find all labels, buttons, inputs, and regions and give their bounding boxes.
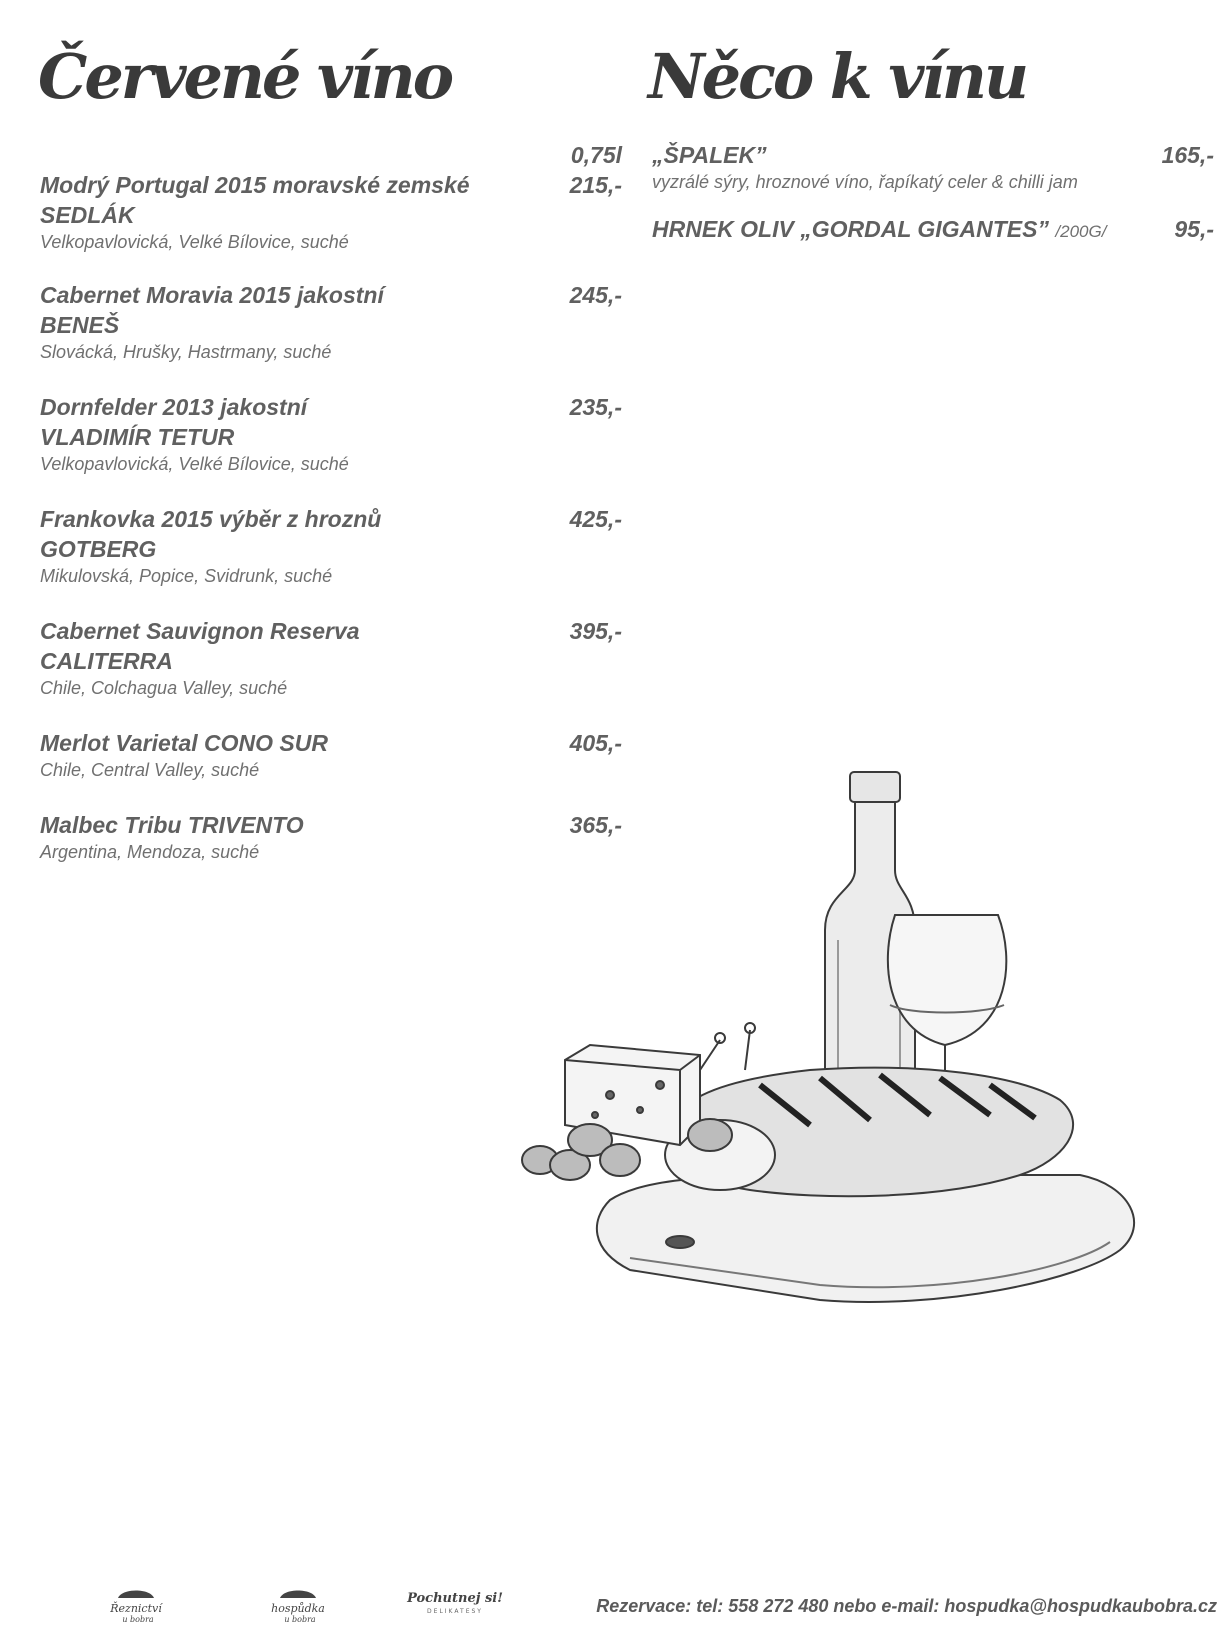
red-wine-list bbox=[40, 140, 622, 864]
reznictvi-logo bbox=[106, 1580, 166, 1630]
snack-unit: /200G/ bbox=[1055, 222, 1107, 241]
snacks-heading: Něco k vínu bbox=[648, 40, 1027, 113]
wine-name: Modrý Portugal 2015 moravské zemské bbox=[40, 172, 470, 198]
wine-region: Chile, Colchagua Valley, suché bbox=[40, 678, 288, 698]
snack-price: 95,- bbox=[1174, 216, 1214, 242]
wine-region: Slovácká, Hrušky, Hastrmany, suché bbox=[40, 342, 332, 362]
wine-region: Velkopavlovická, Velké Bílovice, suché bbox=[40, 454, 349, 474]
wine-region: Chile, Central Valley, suché bbox=[40, 760, 260, 780]
wine-name: Cabernet Moravia 2015 jakostní bbox=[40, 282, 384, 308]
volume-label: 0,75l bbox=[570, 142, 622, 168]
wine-price: 235,- bbox=[569, 394, 622, 420]
snack-name-text: HRNEK OLIV „GORDAL GIGANTES” bbox=[652, 216, 1049, 242]
wine-price: 215,- bbox=[569, 172, 622, 198]
wine-price: 395,- bbox=[569, 618, 622, 644]
wine-item bbox=[40, 392, 622, 476]
wine-bread-cheese-illustration-icon bbox=[520, 780, 1200, 1370]
logo-text: Pochutnej si! bbox=[407, 1591, 503, 1606]
snack-item bbox=[652, 140, 1214, 194]
wine-item bbox=[40, 616, 622, 700]
wine-producer: CALITERRA bbox=[40, 648, 173, 674]
wine-price: 365,- bbox=[569, 812, 622, 838]
wine-region: Argentina, Mendoza, suché bbox=[40, 842, 260, 862]
wine-item bbox=[40, 728, 622, 782]
logo-text: Řeznictví bbox=[110, 1602, 162, 1615]
wine-producer: SEDLÁK bbox=[40, 202, 135, 228]
wine-price: 245,- bbox=[569, 282, 622, 308]
snack-price: 165,- bbox=[1161, 142, 1214, 168]
wine-producer: VLADIMÍR TETUR bbox=[40, 424, 235, 450]
wine-price: 425,- bbox=[569, 506, 622, 532]
logo-text: hospůdka bbox=[271, 1602, 325, 1615]
wine-producer: BENEŠ bbox=[40, 312, 120, 338]
snacks-list bbox=[652, 140, 1214, 247]
wine-producer: GOTBERG bbox=[40, 536, 157, 562]
wine-item bbox=[40, 170, 622, 254]
wine-item bbox=[40, 280, 622, 364]
wine-item bbox=[40, 504, 622, 588]
reservation-contact: Rezervace: tel: 558 272 480 nebo e-mail: hospudka@hospudkaubobra.cz bbox=[596, 1596, 1217, 1616]
red-wine-heading: Červené víno bbox=[38, 40, 452, 113]
logo-subtext: u bobra bbox=[284, 1615, 316, 1624]
pochutnej-si-logo bbox=[407, 1580, 503, 1630]
wine-name: Merlot Varietal CONO SUR bbox=[40, 730, 328, 756]
snack-name: „ŠPALEK” bbox=[652, 142, 767, 168]
logo-subtext: DELIKATESY bbox=[427, 1608, 483, 1615]
snack-item bbox=[652, 214, 1214, 247]
snack-description: vyzrálé sýry, hroznové víno, řapíkatý celer & chilli jam bbox=[652, 172, 1078, 192]
wine-region: Velkopavlovická, Velké Bílovice, suché bbox=[40, 232, 349, 252]
logo-subtext: u bobra bbox=[122, 1615, 154, 1624]
wine-price: 405,- bbox=[569, 730, 622, 756]
wine-name: Dornfelder 2013 jakostní bbox=[40, 394, 308, 420]
wine-name: Malbec Tribu TRIVENTO bbox=[40, 812, 304, 838]
footer bbox=[0, 1570, 1231, 1640]
wine-region: Mikulovská, Popice, Svidrunk, suché bbox=[40, 566, 333, 586]
snack-name bbox=[652, 214, 1106, 247]
wine-name: Cabernet Sauvignon Reserva bbox=[40, 618, 360, 644]
hospudka-logo bbox=[266, 1580, 330, 1630]
wine-name: Frankovka 2015 výběr z hroznů bbox=[40, 506, 382, 532]
